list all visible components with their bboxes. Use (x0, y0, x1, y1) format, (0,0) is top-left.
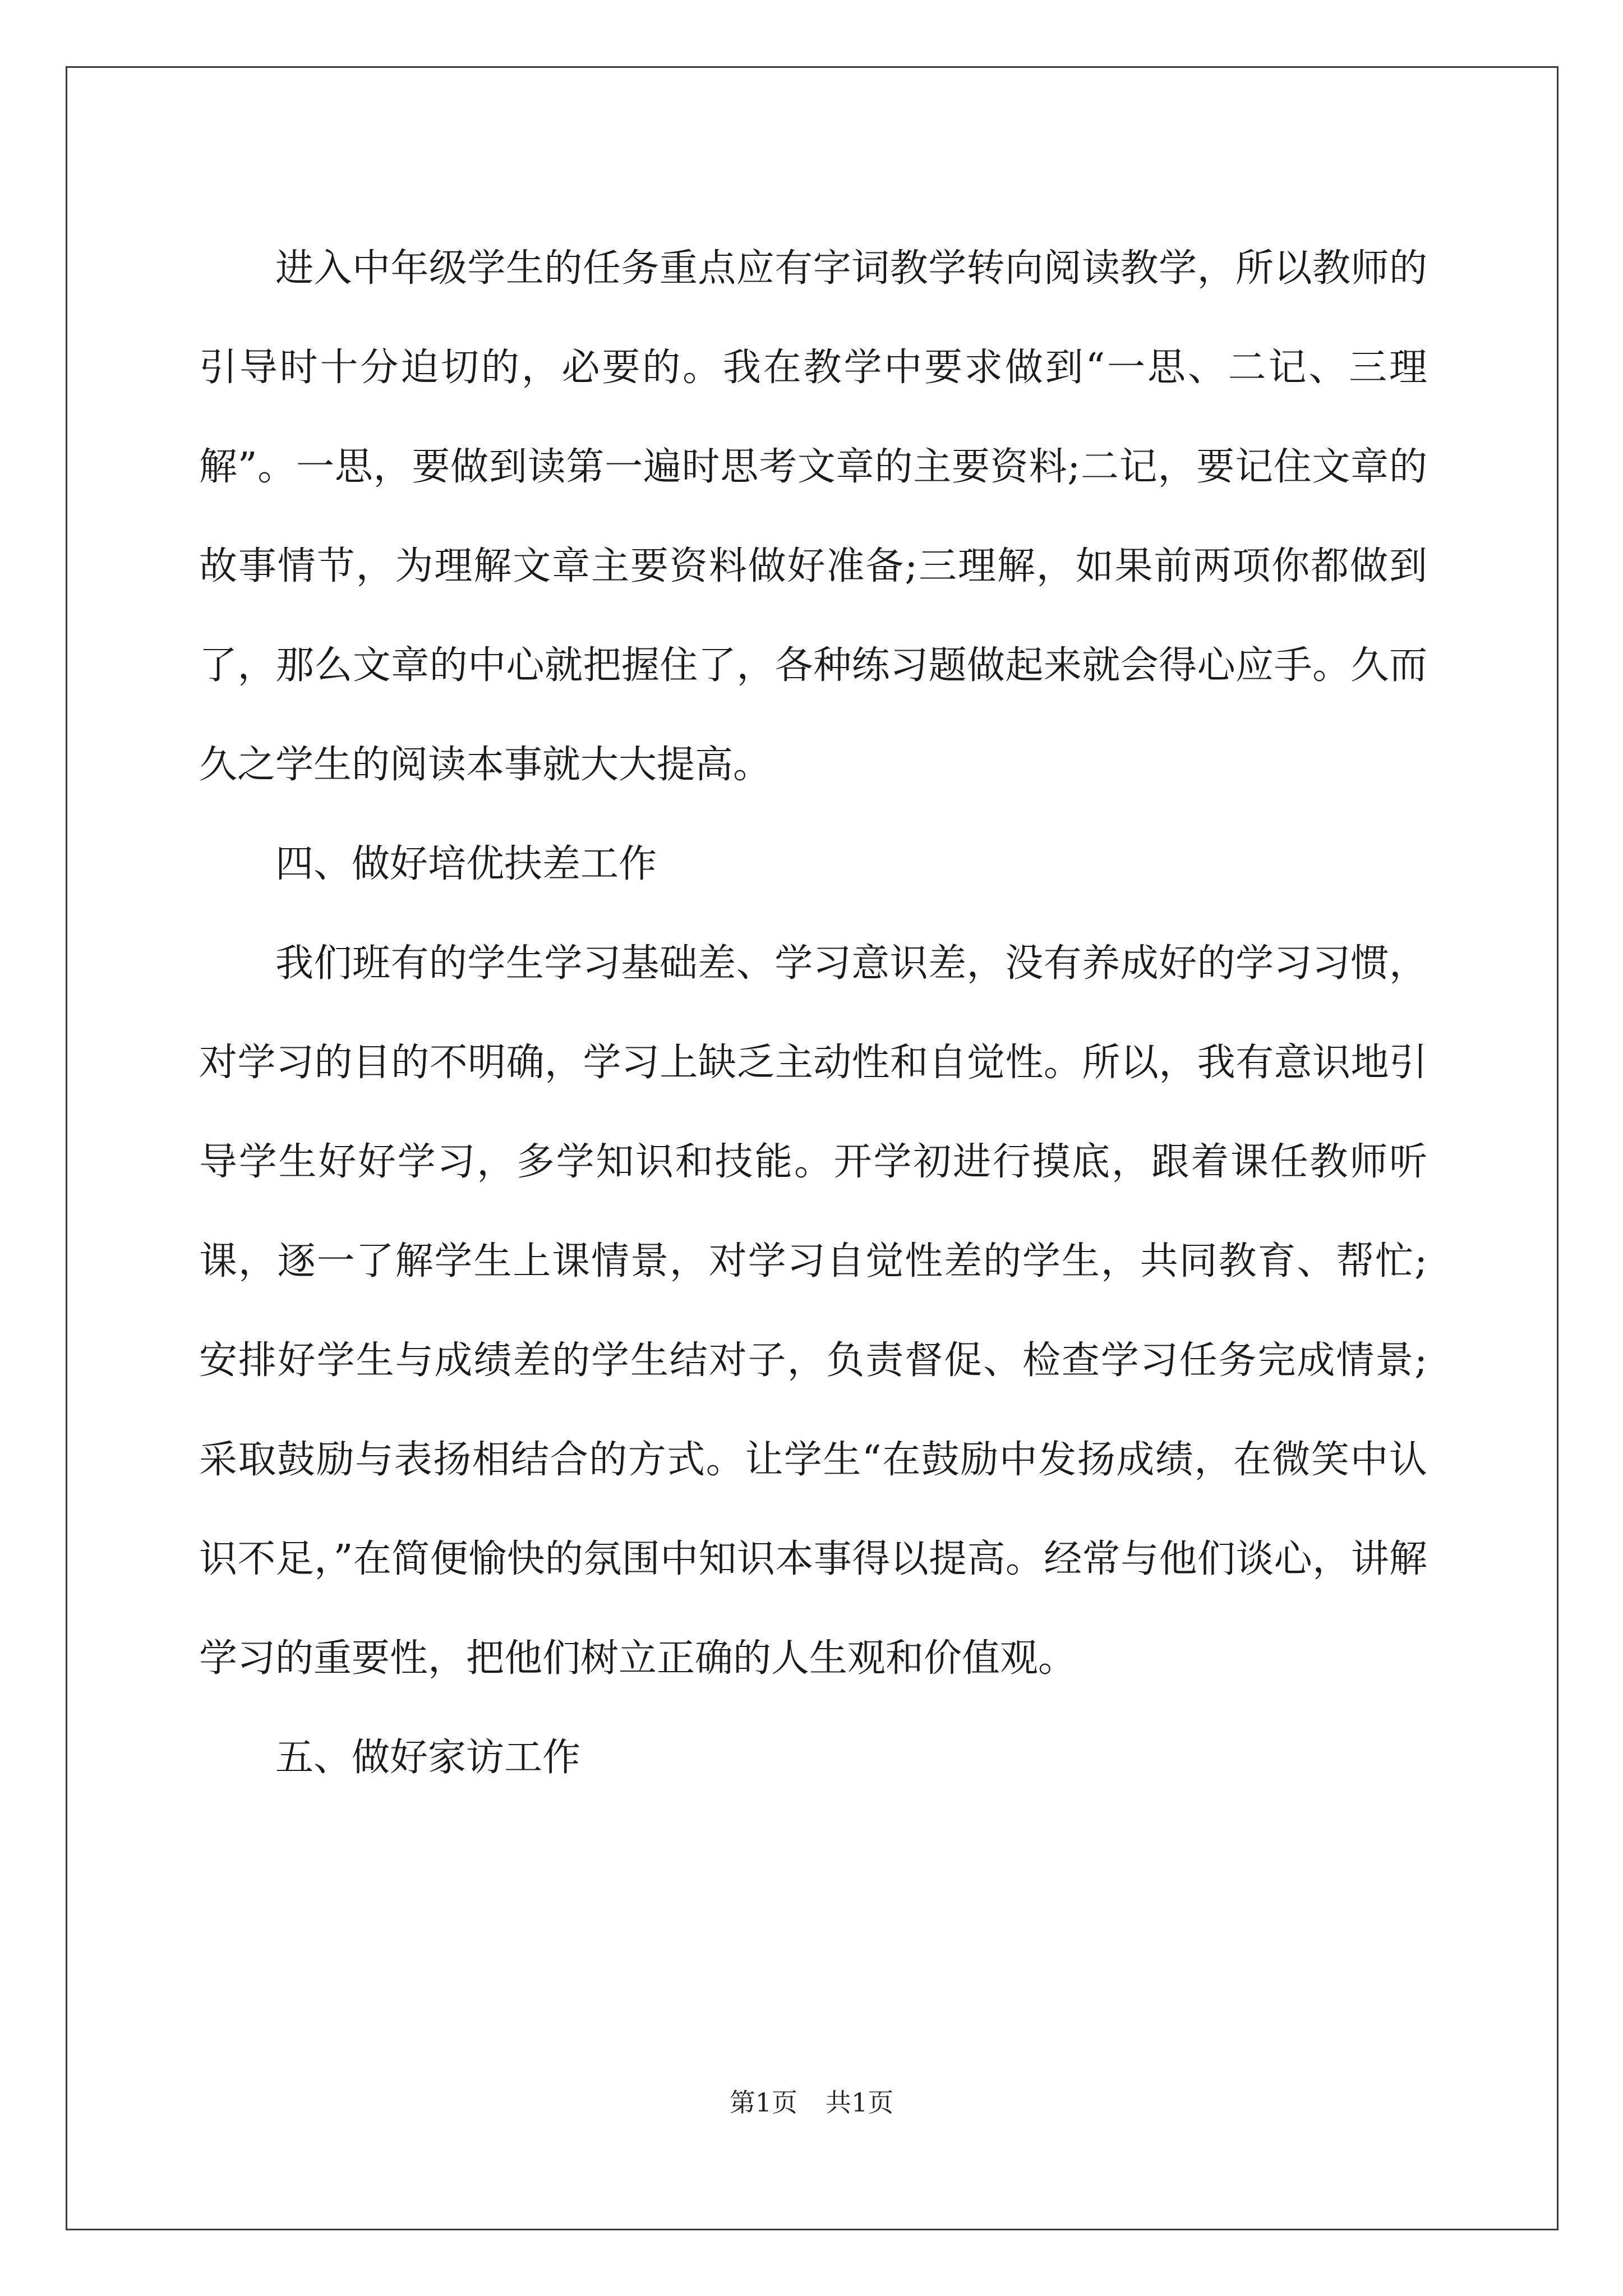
document-body (199, 219, 1427, 1807)
section-heading-5: 五、做好家访工作 (275, 1736, 581, 1780)
page-footer (0, 2086, 1623, 2119)
section-heading-4: 四、做好培优扶差工作 (275, 842, 657, 886)
paragraph-tutoring: 我们班有的学生学习基础差、学习意识差，没有养成好的学习习惯，对学习的目的不明确，学习上缺乏主动性和自觉性。所以，我有意识地引导学生好好学习，多学知识和技能。开学初进行摸底，跟着课任教师听课，逐一了解学生上课情景，对学习自觉性差的学生，共同教育、帮忙;安排好学生与成绩差的学生结对子，负责督促、检查学习任务完成情景;采取鼓励与表扬相结合的方式。让学生“在鼓励中发扬成绩，在微笑中认识不足，”在简便愉快的氛围中知识本事得以提高。经常与他们谈心，讲解学习的重要性，把他们树立正确的人生观和价值观。 (199, 941, 1427, 1681)
page-total: 共1页 (826, 2087, 894, 2118)
paragraph-reading-teaching: 进入中年级学生的任务重点应有字词教学转向阅读教学，所以教师的引导时十分迫切的，必要的。我在教学中要求做到“一思、二记、三理解”。一思，要做到读第一遍时思考文章的主要资料;二记，要记住文章的故事情节，为理解文章主要资料做好准备;三理解，如果前两项你都做到了，那么文章的中心就把握住了，各种练习题做起来就会得心应手。久而久之学生的阅读本事就大大提高。 (199, 246, 1427, 787)
page-number: 第1页 (729, 2087, 797, 2118)
